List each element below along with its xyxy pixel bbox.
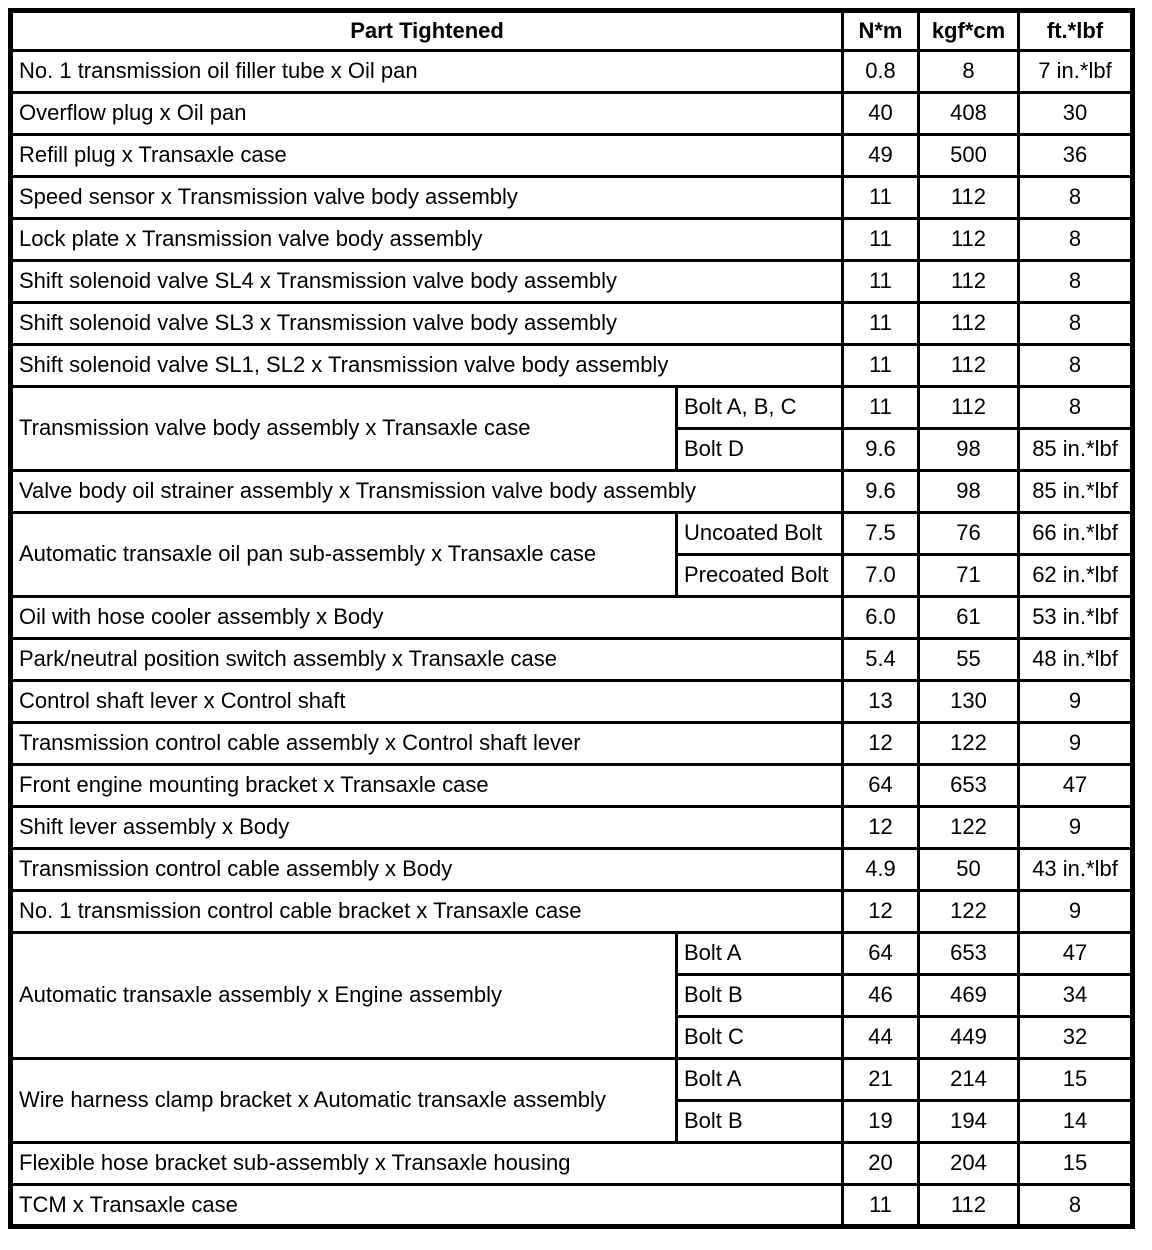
ftlbf-cell: 47 [1019, 933, 1133, 975]
header-part-tightened: Part Tightened [11, 11, 843, 51]
table-row [11, 639, 1133, 681]
table-row [11, 513, 1133, 555]
ftlbf-cell: 53 in.*lbf [1019, 597, 1133, 639]
kgfcm-cell: 112 [919, 219, 1019, 261]
part-cell: Lock plate x Transmission valve body assembly [11, 219, 843, 261]
table-row [11, 261, 1133, 303]
ftlbf-cell: 8 [1019, 1185, 1133, 1227]
ftlbf-cell: 9 [1019, 723, 1133, 765]
table-row [11, 1185, 1133, 1227]
ftlbf-cell: 34 [1019, 975, 1133, 1017]
kgfcm-cell: 112 [919, 261, 1019, 303]
part-cell: Overflow plug x Oil pan [11, 93, 843, 135]
nm-cell: 44 [843, 1017, 919, 1059]
kgfcm-cell: 469 [919, 975, 1019, 1017]
nm-cell: 12 [843, 891, 919, 933]
part-cell: Front engine mounting bracket x Transaxle case [11, 765, 843, 807]
ftlbf-cell: 8 [1019, 303, 1133, 345]
ftlbf-cell: 62 in.*lbf [1019, 555, 1133, 597]
kgfcm-cell: 50 [919, 849, 1019, 891]
nm-cell: 9.6 [843, 429, 919, 471]
table-row [11, 597, 1133, 639]
nm-cell: 11 [843, 261, 919, 303]
ftlbf-cell: 32 [1019, 1017, 1133, 1059]
table-row [11, 387, 1133, 429]
part-cell: Park/neutral position switch assembly x Transaxle case [11, 639, 843, 681]
kgfcm-cell: 76 [919, 513, 1019, 555]
ftlbf-cell: 9 [1019, 891, 1133, 933]
nm-cell: 40 [843, 93, 919, 135]
table-row [11, 135, 1133, 177]
kgfcm-cell: 122 [919, 807, 1019, 849]
nm-cell: 4.9 [843, 849, 919, 891]
ftlbf-cell: 9 [1019, 681, 1133, 723]
ftlbf-cell: 15 [1019, 1059, 1133, 1101]
table-row [11, 177, 1133, 219]
header-kgfcm: kgf*cm [919, 11, 1019, 51]
kgfcm-cell: 214 [919, 1059, 1019, 1101]
ftlbf-cell: 36 [1019, 135, 1133, 177]
kgfcm-cell: 204 [919, 1143, 1019, 1185]
bolt-cell: Bolt A, B, C [677, 387, 843, 429]
kgfcm-cell: 122 [919, 891, 1019, 933]
part-cell: Control shaft lever x Control shaft [11, 681, 843, 723]
part-cell: Oil with hose cooler assembly x Body [11, 597, 843, 639]
ftlbf-cell: 8 [1019, 387, 1133, 429]
part-cell: Valve body oil strainer assembly x Transmission valve body assembly [11, 471, 843, 513]
part-cell: Shift solenoid valve SL1, SL2 x Transmission valve body assembly [11, 345, 843, 387]
table-row [11, 723, 1133, 765]
nm-cell: 5.4 [843, 639, 919, 681]
header-nm: N*m [843, 11, 919, 51]
table-row [11, 1143, 1133, 1185]
part-cell: Transmission control cable assembly x Body [11, 849, 843, 891]
kgfcm-cell: 130 [919, 681, 1019, 723]
ftlbf-cell: 85 in.*lbf [1019, 429, 1133, 471]
part-cell: No. 1 transmission control cable bracket x Transaxle case [11, 891, 843, 933]
table-row [11, 681, 1133, 723]
table-row [11, 93, 1133, 135]
ftlbf-cell: 30 [1019, 93, 1133, 135]
kgfcm-cell: 112 [919, 177, 1019, 219]
nm-cell: 46 [843, 975, 919, 1017]
kgfcm-cell: 61 [919, 597, 1019, 639]
bolt-cell: Bolt B [677, 975, 843, 1017]
nm-cell: 49 [843, 135, 919, 177]
part-cell: Transmission valve body assembly x Transaxle case [11, 387, 677, 471]
ftlbf-cell: 47 [1019, 765, 1133, 807]
ftlbf-cell: 9 [1019, 807, 1133, 849]
bolt-cell: Uncoated Bolt [677, 513, 843, 555]
kgfcm-cell: 408 [919, 93, 1019, 135]
bolt-cell: Bolt D [677, 429, 843, 471]
kgfcm-cell: 653 [919, 765, 1019, 807]
ftlbf-cell: 66 in.*lbf [1019, 513, 1133, 555]
kgfcm-cell: 112 [919, 387, 1019, 429]
nm-cell: 7.5 [843, 513, 919, 555]
part-cell: Flexible hose bracket sub-assembly x Transaxle housing [11, 1143, 843, 1185]
kgfcm-cell: 8 [919, 51, 1019, 93]
bolt-cell: Bolt B [677, 1101, 843, 1143]
part-cell: Shift lever assembly x Body [11, 807, 843, 849]
ftlbf-cell: 8 [1019, 177, 1133, 219]
part-cell: Transmission control cable assembly x Control shaft lever [11, 723, 843, 765]
kgfcm-cell: 122 [919, 723, 1019, 765]
kgfcm-cell: 98 [919, 471, 1019, 513]
table-row [11, 219, 1133, 261]
nm-cell: 11 [843, 177, 919, 219]
bolt-cell: Bolt C [677, 1017, 843, 1059]
torque-spec-table [8, 8, 1135, 1229]
part-cell: Automatic transaxle oil pan sub-assembly x Transaxle case [11, 513, 677, 597]
nm-cell: 11 [843, 1185, 919, 1227]
nm-cell: 11 [843, 345, 919, 387]
nm-cell: 6.0 [843, 597, 919, 639]
nm-cell: 0.8 [843, 51, 919, 93]
ftlbf-cell: 85 in.*lbf [1019, 471, 1133, 513]
ftlbf-cell: 7 in.*lbf [1019, 51, 1133, 93]
ftlbf-cell: 43 in.*lbf [1019, 849, 1133, 891]
ftlbf-cell: 15 [1019, 1143, 1133, 1185]
nm-cell: 9.6 [843, 471, 919, 513]
table-row [11, 891, 1133, 933]
nm-cell: 11 [843, 387, 919, 429]
nm-cell: 64 [843, 933, 919, 975]
ftlbf-cell: 8 [1019, 261, 1133, 303]
part-cell: TCM x Transaxle case [11, 1185, 843, 1227]
part-cell: Speed sensor x Transmission valve body assembly [11, 177, 843, 219]
table-row [11, 471, 1133, 513]
table-row [11, 849, 1133, 891]
header-row [11, 11, 1133, 51]
nm-cell: 11 [843, 219, 919, 261]
nm-cell: 20 [843, 1143, 919, 1185]
kgfcm-cell: 112 [919, 303, 1019, 345]
nm-cell: 19 [843, 1101, 919, 1143]
part-cell: Wire harness clamp bracket x Automatic transaxle assembly [11, 1059, 677, 1143]
nm-cell: 11 [843, 303, 919, 345]
nm-cell: 64 [843, 765, 919, 807]
table-row [11, 303, 1133, 345]
kgfcm-cell: 653 [919, 933, 1019, 975]
part-cell: Refill plug x Transaxle case [11, 135, 843, 177]
table-row [11, 345, 1133, 387]
table-row [11, 1059, 1133, 1101]
kgfcm-cell: 71 [919, 555, 1019, 597]
kgfcm-cell: 500 [919, 135, 1019, 177]
nm-cell: 7.0 [843, 555, 919, 597]
bolt-cell: Bolt A [677, 1059, 843, 1101]
ftlbf-cell: 8 [1019, 345, 1133, 387]
kgfcm-cell: 55 [919, 639, 1019, 681]
table-row [11, 933, 1133, 975]
kgfcm-cell: 98 [919, 429, 1019, 471]
ftlbf-cell: 14 [1019, 1101, 1133, 1143]
ftlbf-cell: 48 in.*lbf [1019, 639, 1133, 681]
header-ftlbf: ft.*lbf [1019, 11, 1133, 51]
part-cell: Shift solenoid valve SL3 x Transmission valve body assembly [11, 303, 843, 345]
ftlbf-cell: 8 [1019, 219, 1133, 261]
nm-cell: 12 [843, 807, 919, 849]
table-row [11, 765, 1133, 807]
kgfcm-cell: 112 [919, 1185, 1019, 1227]
table-row [11, 51, 1133, 93]
bolt-cell: Precoated Bolt [677, 555, 843, 597]
bolt-cell: Bolt A [677, 933, 843, 975]
table-body [11, 51, 1133, 1227]
nm-cell: 21 [843, 1059, 919, 1101]
kgfcm-cell: 194 [919, 1101, 1019, 1143]
part-cell: Shift solenoid valve SL4 x Transmission valve body assembly [11, 261, 843, 303]
table-row [11, 807, 1133, 849]
kgfcm-cell: 449 [919, 1017, 1019, 1059]
nm-cell: 13 [843, 681, 919, 723]
part-cell: No. 1 transmission oil filler tube x Oil pan [11, 51, 843, 93]
nm-cell: 12 [843, 723, 919, 765]
part-cell: Automatic transaxle assembly x Engine assembly [11, 933, 677, 1059]
kgfcm-cell: 112 [919, 345, 1019, 387]
